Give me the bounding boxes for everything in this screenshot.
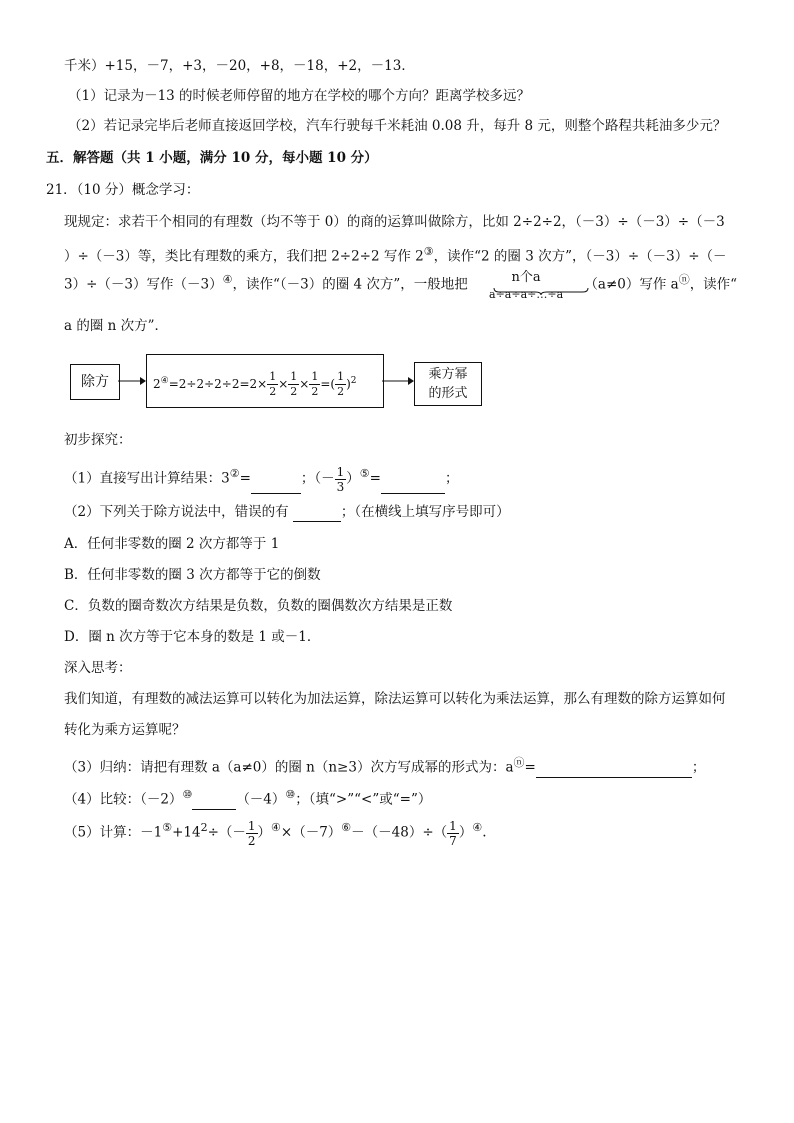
circle-2-symbol: ② [229, 467, 240, 480]
arrow-right-icon [118, 374, 146, 388]
question-2: （2）若记录完毕后老师直接返回学校，汽车行驶每千米耗油 0.08 升，每升 8 元，则整个路程共耗油多少元？ [68, 118, 727, 134]
option-a: A．任何非零数的圈 2 次方都等于 1 [64, 536, 280, 552]
answer-blank[interactable] [251, 479, 301, 494]
def-text: ，读作“（－3）的圈 4 次方”，一般地把 [232, 276, 468, 293]
diagram-middle-box [146, 354, 384, 408]
def-text: （a≠0）写作 a [584, 276, 679, 293]
circle-4-symbol: ④ [222, 273, 233, 286]
def-text: ）÷（－3）等，类比有理数的乘方，我们把 2÷2÷2 写作 2 [64, 248, 424, 265]
paragraph-line-2: 转化为乘方运算呢？ [64, 722, 186, 738]
square-power: 2 [200, 821, 208, 834]
option-b: B．任何非零数的圈 3 次方都等于它的倒数 [64, 567, 321, 583]
times-sign: × [278, 377, 289, 391]
circle-5-symbol: ⑤ [162, 821, 173, 834]
answer-blank[interactable] [293, 507, 341, 522]
circle-10-symbol: ⑩ [285, 788, 296, 801]
formula-power: 2 [350, 376, 357, 386]
fraction-half: $\frac{1}{2}$ [247, 818, 256, 848]
diagram-left-label: 除方 [81, 374, 109, 390]
question-5: （5）计算：$-1^⑤+14^2\div(-$ $\frac{1}{2}$ ）④×（－7）⑥－（－48）÷（ $\frac{1}{7}$ ）④. [64, 818, 487, 848]
formula-base: 2 [153, 377, 161, 391]
circle-5-symbol: ⑤ [359, 467, 370, 480]
fraction-half: $\frac{1}{2}$ [290, 370, 298, 398]
times-sign: × [299, 377, 310, 391]
definition-line-3 [64, 270, 737, 300]
circle-4-symbol: ④ [472, 821, 483, 834]
circle-n-symbol: ⓝ [513, 756, 525, 769]
circle-4-symbol: ④ [271, 821, 281, 834]
diagram-right-box [414, 362, 482, 406]
diagram-left-box [70, 364, 120, 400]
definition-line-4: a 的圈 n 次方”． [64, 318, 169, 334]
answer-blank[interactable] [192, 795, 236, 810]
def-text: ，读作“2 的圈 3 次方”，（－3）÷（－3）÷（－ [433, 248, 727, 265]
fraction-half: $\frac{1}{2}$ [269, 370, 277, 398]
question-4: （4）比较：（－2）⑩ （－4）⑩；（填“>”“<”或“=”） [64, 788, 432, 808]
circle-4-symbol: ④ [160, 376, 169, 386]
fraction-one-seventh: $\frac{1}{7}$ [449, 818, 457, 848]
answer-blank[interactable] [536, 763, 692, 778]
answer-blank[interactable] [381, 479, 445, 494]
formula-eq: =2÷2÷2÷2=2× [168, 377, 268, 391]
fraction-half: $\frac{1}{2}$ [337, 370, 345, 398]
definition-line-1: 现规定：求若干个相同的有理数（均不等于 0）的商的运算叫做除方，比如 2÷2÷2，（－3）÷（－3）÷（－3 [64, 214, 725, 230]
fraction-one-third: $\frac{1}{3}$ [336, 464, 345, 494]
problem-21-title: 21．（10 分）概念学习： [46, 182, 200, 198]
section-explore: 初步探究： [64, 432, 132, 448]
def-text: ，读作“ [689, 276, 738, 293]
circle-n-symbol: ⓝ [678, 273, 690, 286]
option-c: C．负数的圈奇数次方结果是负数，负数的圈偶数次方结果是正数 [64, 598, 453, 614]
formula-eq2: =( [320, 377, 336, 391]
brace-label: n个a [511, 270, 541, 285]
question-2-choice: （2）下列关于除方说法中，错误的有 ；（在横线上填写序号即可） [64, 504, 510, 520]
arrow-right-icon [382, 374, 414, 388]
question-3: （3）归纳：请把有理数 a（a≠0）的圈 n（n≥3）次方写成幂的形式为：aⓝ= ； [64, 756, 706, 776]
def-text: 3）÷（－3）写作（－3） [64, 276, 223, 293]
circle-10-symbol: ⑩ [182, 788, 193, 801]
brace-expression: a÷a÷a÷…÷a [489, 288, 564, 301]
circle-6-symbol: ⑥ [341, 821, 352, 834]
circle-3-symbol: ③ [423, 245, 434, 258]
paragraph-line-1: 我们知道，有理数的减法运算可以转化为加法运算，除法运算可以转化为乘法运算，那么有理数的除方运算如何 [64, 691, 726, 707]
section-heading: 五．解答题（共 1 小题，满分 10 分，每小题 10 分） [46, 150, 378, 166]
option-d: D．圈 n 次方等于它本身的数是 1 或－1． [64, 629, 321, 645]
diagram-formula [153, 366, 357, 399]
definition-line-2 [64, 242, 727, 267]
diagram-right-label: 乘方幂 的形式 [428, 367, 468, 401]
section-deep: 深入思考： [64, 660, 132, 676]
formula-close: ) [346, 377, 351, 391]
fraction-half: $\frac{1}{2}$ [311, 370, 319, 398]
brace-icon [493, 286, 589, 296]
text-line-1: 千米）+15，－7，+3，－20，+8，－18，+2，－13． [64, 58, 415, 74]
question-1-calc: （1）直接写出计算结果：3②= ；（－ $\frac{1}{3}$ ）⑤= ； [64, 464, 459, 494]
question-1: （1）记录为－13 的时候老师停留的地方在学校的哪个方向？距离学校多远？ [68, 88, 531, 104]
